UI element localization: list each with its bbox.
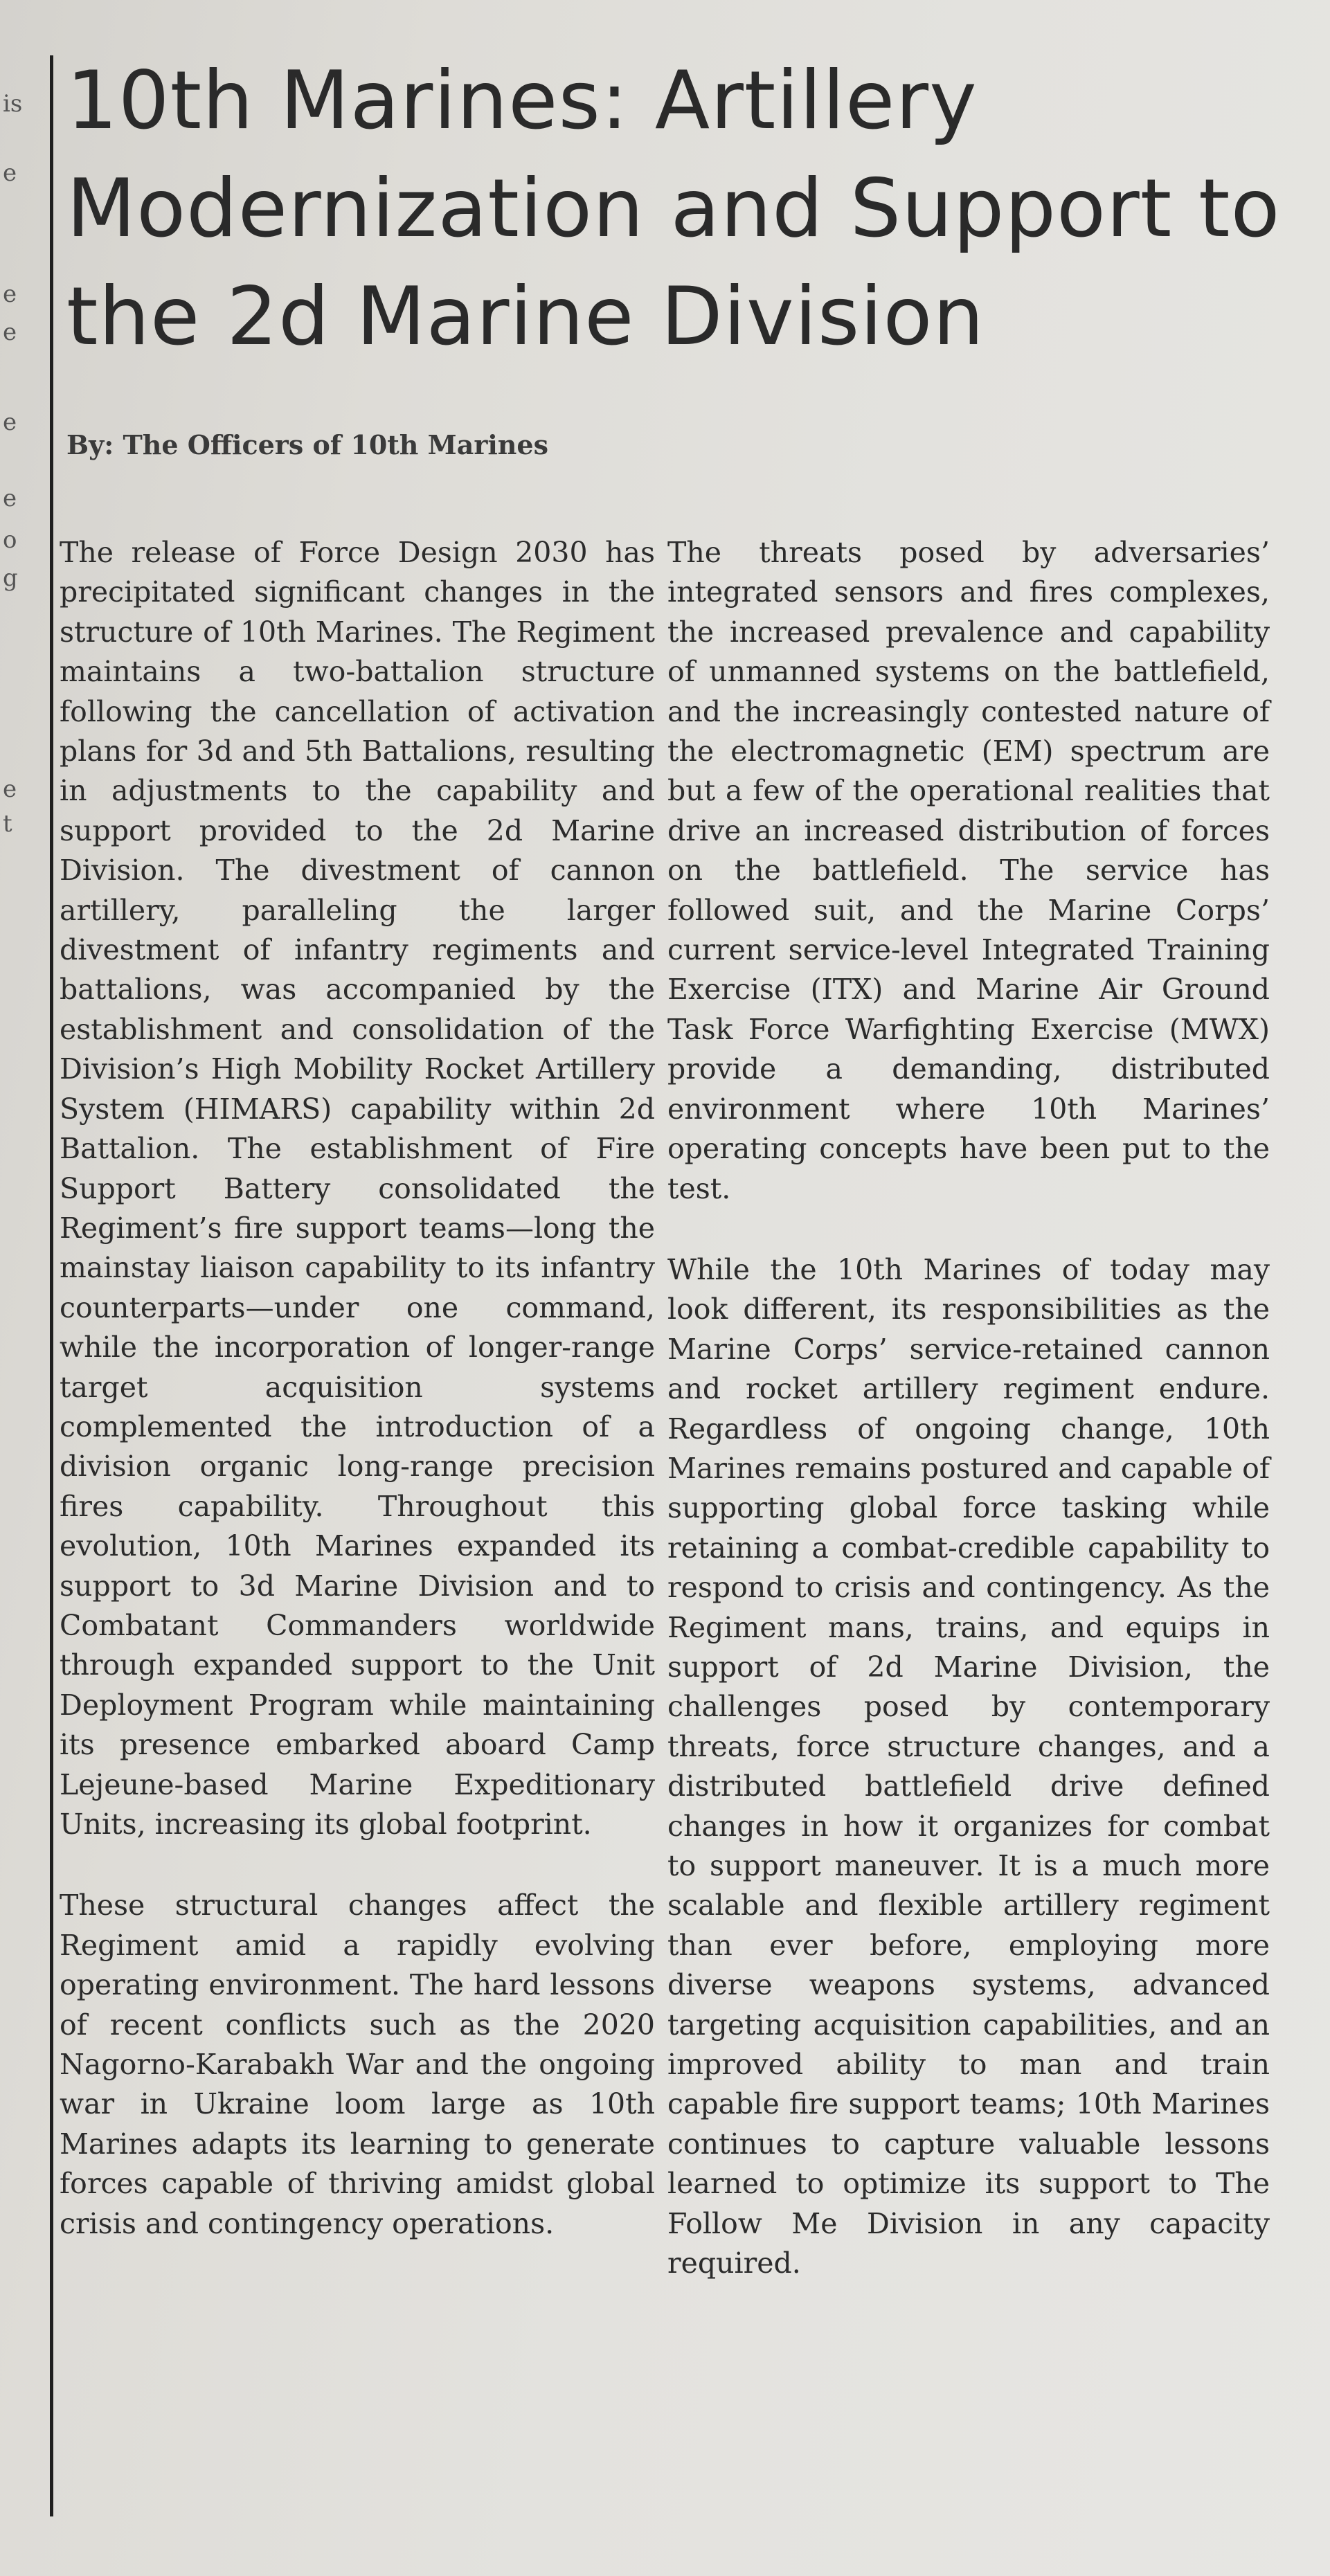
previous-column-fragments [0, 42, 42, 2492]
vertical-rule [50, 55, 53, 2516]
paragraph: The release of Force Design 2030 has precipitated significant changes in the structure of 10th Marines. The Regiment maintains a two-battalion structure following the cancellation of activation plans for 3d and 5th Battalions, resulting in adjustments to the capability and support provided to the 2d Marine Division. The divestment of cannon artillery, paralleling the larger divestment of infantry regiments and battalions, was accompanied by the establishment and consolidation of the Division’s High Mobility Rocket Artillery System (HIMARS) capability within 2d Battalion. The establishment of Fire Support Battery consolidated the Regiment’s fire support teams—long the mainstay liaison capability to its infantry counterparts—under one command, while the incorporation of longer-range target acquisition systems complemented the introduction of a division organic long-range precision fires capability. Throughout this evolution, 10th Marines expanded its support to 3d Marine Division and to Combatant Commanders worldwide through expanded support to the Unit Deployment Program while maintaining its presence embarked aboard Camp Lejeune-based Marine Expeditionary Units, increasing its global footprint. [60, 536, 655, 1841]
fragment-text: e [3, 280, 17, 308]
fragment-text: o [3, 526, 17, 554]
paragraph: These structural changes affect the Regiment amid a rapidly evolving operating environment. The hard lessons of recent conflicts such as the 2020 Nagorno-Karabakh War and the ongoing war in Ukraine loom large as 10th Marines adapts its learning to generate forces capable of thriving amidst global crisis and contingency operations. [60, 1889, 655, 2240]
fragment-text: e [3, 318, 17, 346]
byline: By: The Officers of 10th Marines [66, 429, 549, 460]
fragment-text: e [3, 485, 17, 512]
fragment-text: t [3, 810, 12, 838]
column-right [667, 533, 1270, 2283]
column-left [60, 533, 655, 2244]
fragment-text: e [3, 159, 17, 187]
fragment-text: g [3, 564, 18, 592]
paragraph: The threats posed by adversaries’ integrated sensors and fires complexes, the increased prevalence and capability of unmanned systems on the battlefield, and the increasingly contested nature of the electromagnetic (EM) spectrum are but a few of the operational realities that drive an increased distribution of forces on the battlefield. The service has followed suit, and the Marine Corps’ current service-level Integrated Training Exercise (ITX) and Marine Air Ground Task Force Warfighting Exercise (MWX) provide a demanding, distributed environment where 10th Marines’ operating concepts have been put to the test. [667, 536, 1270, 1205]
fragment-text: is [3, 90, 23, 118]
fragment-text: e [3, 408, 17, 436]
article-title: 10th Marines: Artillery Modernization and Support to the 2d Marine Division [66, 54, 1281, 363]
fragment-text: e [3, 775, 17, 803]
paragraph: While the 10th Marines of today may look different, its responsibilities as the Marine Corps’ service-retained cannon and rocket artillery regiment endure. Regardless of ongoing change, 10th Marines remains postured and capable of supporting global force tasking while retaining a combat-credible capability to respond to crisis and contingency. As the Regiment mans, trains, and equips in support of 2d Marine Division, the challenges posed by contemporary threats, force structure changes, and a distributed battlefield drive defined changes in how it organizes for combat to support maneuver. It is a much more scalable and flexible artillery regiment than ever before, employing more diverse weapons systems, advanced targeting acquisition capabilities, and an improved ability to man and train capable fire support teams; 10th Marines continues to capture valuable lessons learned to optimize its support to The Follow Me Division in any capacity required. [667, 1252, 1270, 2280]
